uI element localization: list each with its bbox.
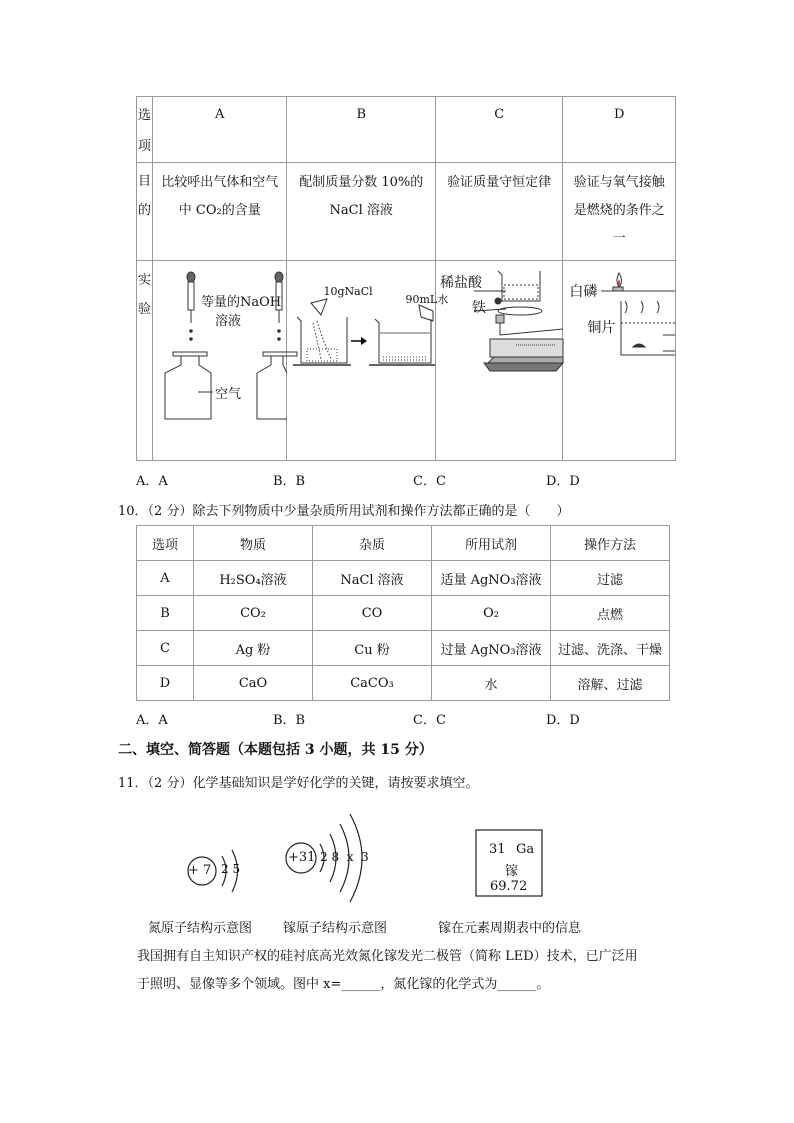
q10-stem: 10．（2 分）除去下列物质中少量杂质所用试剂和操作方法都正确的是（ ） [118, 504, 570, 519]
q10-r1-c1: CO₂ [194, 596, 313, 631]
q9-table [136, 96, 676, 461]
periodic-mass: 69.72 [490, 879, 528, 894]
exp-d-phosphorus-label: 白磷 [569, 284, 598, 300]
q10-r0-c2: NaCl 溶液 [313, 561, 432, 596]
q9-purpose-a-line2: 中 CO₂的含量 [178, 203, 261, 218]
q10-r1-c2: CO [313, 596, 432, 631]
beaker-left-icon [293, 317, 351, 365]
q10-option-c[interactable]: C．C [413, 713, 446, 728]
q10-r2-c1: Ag 粉 [194, 631, 313, 666]
q11-para-line2: 于照明、显像等多个领域。图中 x=______，氮化镓的化学式为______。 [137, 977, 550, 992]
q10-h3: 所用试剂 [432, 526, 551, 561]
q9-purpose-b [287, 163, 435, 261]
paper-icon [311, 299, 327, 315]
q10-r0-c1: H₂SO₄溶液 [194, 561, 313, 596]
q10-option-b[interactable]: B．B [273, 713, 306, 728]
q10-option-a[interactable]: A．A [136, 713, 168, 728]
ga-shells-text: 2 8 x 3 [320, 850, 369, 864]
flame-icon [617, 273, 622, 287]
q10-r0-c3: 适量 AgNO₃溶液 [432, 561, 551, 596]
q10-h0: 选项 [137, 526, 194, 561]
q10-r2-c3: 过量 AgNO₃溶液 [432, 631, 551, 666]
q11-stem: 11．（2 分）化学基础知识是学好化学的关键，请按要求填空。 [118, 776, 479, 791]
n-caption: 氮原子结构示意图 [148, 921, 253, 936]
q9-purpose-label [137, 163, 153, 261]
table-row [137, 561, 670, 596]
q10-r3-c4: 溶解、过滤 [551, 666, 670, 701]
n-shells-text: 2 5 [221, 862, 241, 876]
q10-r0-c4: 过滤 [551, 561, 670, 596]
q10-table [136, 525, 670, 701]
dropper-left-icon [187, 272, 195, 340]
exp-c-acid-label: 稀盐酸 [439, 275, 482, 291]
q9-option-d[interactable]: D．D [546, 474, 580, 489]
q9-experiment-label-text: 实验 [138, 273, 152, 317]
q9-purpose-d-line3: 一 [612, 231, 626, 246]
q10-r3-c0: D [137, 666, 194, 701]
periodic-name: 镓 [505, 864, 519, 879]
q10-h2: 杂质 [313, 526, 432, 561]
q9-col-a-text: A [215, 107, 225, 122]
table-row [137, 666, 670, 701]
q9-col-b-text: B [356, 107, 366, 122]
q10-r2-c4: 过滤、洗涤、干燥 [551, 631, 670, 666]
q10-r2-c2: Cu 粉 [313, 631, 432, 666]
table-row [137, 631, 670, 666]
q9-experiment-label [137, 261, 153, 461]
q9-option-c[interactable]: C．C [413, 474, 446, 489]
q9-col-c-text: C [494, 107, 505, 122]
section-title: 二、填空、简答题（本题包括 3 小题，共 15 分） [118, 742, 433, 758]
exp-a-air-label: 空气 [214, 387, 241, 402]
q9-col-b [287, 97, 435, 163]
exp-d-copper-label: 铜片 [587, 320, 616, 336]
q9-purpose-b-line1: 配制质量分数 10%的 [299, 175, 424, 190]
q10-h1: 物质 [194, 526, 313, 561]
q9-purpose-d-line1: 验证与氧气接触 [573, 175, 665, 190]
q10-r1-c3: O₂ [432, 596, 551, 631]
exp-a-naoh-label: 等量的NaOH [200, 295, 282, 310]
q9-experiment-b [287, 261, 449, 461]
q9-option-b[interactable]: B．B [273, 474, 306, 489]
exp-c-iron-label: 铁 [471, 300, 486, 316]
balance-icon [484, 271, 563, 371]
q9-header-label-text: 选项 [138, 108, 152, 154]
q9-purpose-c [435, 163, 562, 261]
q10-r1-c4: 点燃 [551, 596, 670, 631]
q9-col-d [563, 97, 676, 163]
periodic-number: 31 [489, 842, 506, 857]
q9-col-c [435, 97, 562, 163]
q9-experiment-c [435, 261, 562, 461]
beaker-right-icon [369, 305, 435, 365]
q9-purpose-label-text: 目的 [138, 174, 152, 218]
q11-para-line1: 我国拥有自主知识产权的硅衬底高光效氮化镓发光二极管（简称 LED）技术，已广泛用 [137, 949, 638, 964]
hot-water-beaker-icon [605, 287, 675, 355]
exp-b-nacl-label: 10gNaCl [323, 285, 373, 298]
ga-caption: 镓原子结构示意图 [283, 921, 388, 936]
q9-experiment-d [563, 261, 676, 461]
bottle-left-icon [165, 352, 211, 419]
q10-h4: 操作方法 [551, 526, 670, 561]
q9-purpose-c-line1: 验证质量守恒定律 [447, 175, 552, 190]
q9-col-d-text: D [613, 107, 625, 122]
arrow-icon [351, 337, 367, 345]
q10-option-d[interactable]: D．D [546, 713, 580, 728]
q10-r1-c0: B [137, 596, 194, 631]
n-nucleus-text: + 7 [188, 863, 212, 878]
q10-r2-c0: C [137, 631, 194, 666]
q9-experiment-a [152, 261, 287, 461]
periodic-symbol: Ga [516, 842, 535, 857]
ga-nucleus-text: +31 [288, 850, 316, 865]
q10-r3-c2: CaCO₃ [313, 666, 432, 701]
periodic-caption: 镓在元素周期表中的信息 [438, 921, 582, 936]
exp-a-solution-label: 溶液 [214, 314, 241, 329]
q10-r3-c1: CaO [194, 666, 313, 701]
table-row [137, 596, 670, 631]
q9-purpose-a-line1: 比较呼出气体和空气 [161, 175, 279, 190]
q10-r3-c3: 水 [432, 666, 551, 701]
q9-purpose-d-line2: 是燃烧的条件之 [573, 203, 665, 218]
q9-purpose-b-line2: NaCl 溶液 [329, 203, 393, 218]
q10-header-row [137, 526, 670, 561]
q9-header-label [137, 97, 153, 163]
q10-r0-c0: A [137, 561, 194, 596]
q9-col-a [152, 97, 287, 163]
q9-purpose-d [563, 163, 676, 261]
q9-option-a[interactable]: A．A [136, 474, 168, 489]
exp-b-water-label: 90mL水 [405, 293, 449, 306]
q9-purpose-a [152, 163, 287, 261]
